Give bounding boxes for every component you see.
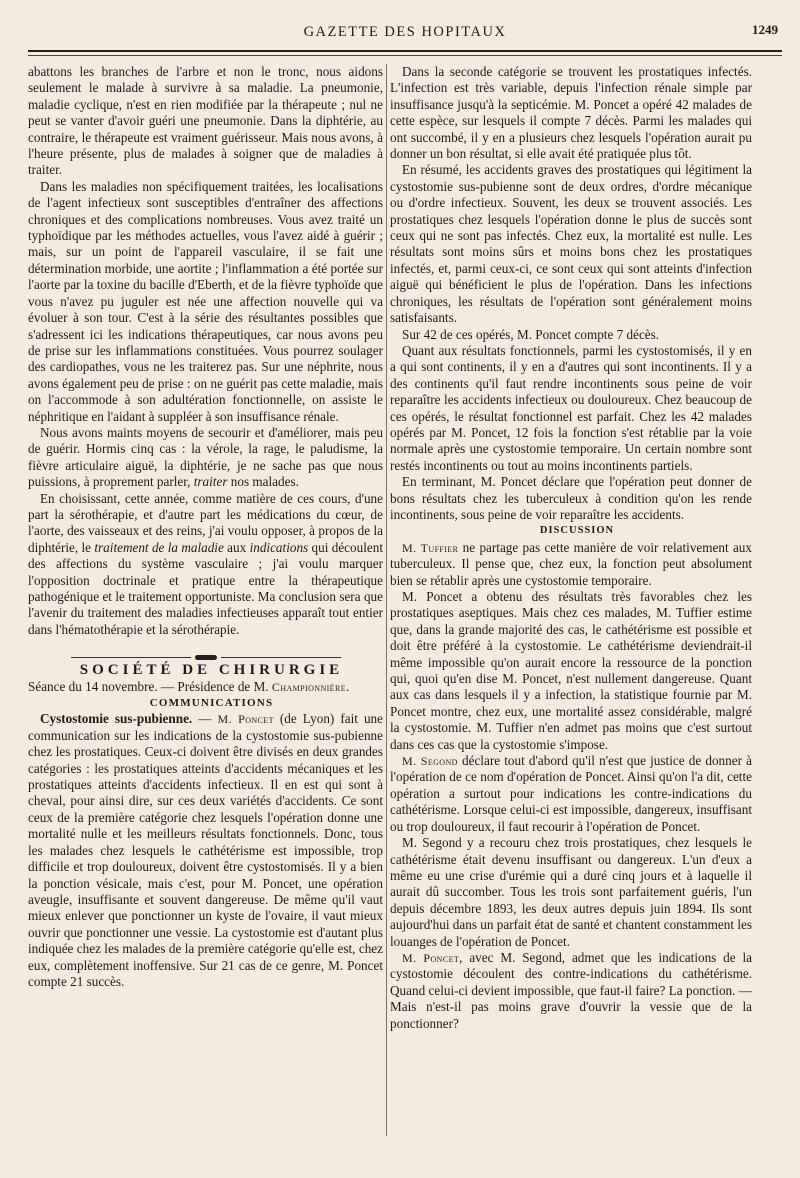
page-header: [28, 22, 782, 46]
paragraph: M. Tuffier ne partage pas cette manière de voir relativement aux tuberculeux. Il pense que, chez eux, la fonction peut absolument bien se rétablir après une cystostomie temporaire.: [390, 539, 752, 588]
journal-title: GAZETTE DES HOPITAUX: [303, 24, 507, 40]
paragraph: M. Poncet, avec M. Segond, admet que les indications de la cystostomie découlent des contre-indications du cathétérisme. Quand celui-ci devient impossible, que faut-il faire? La ponction. — Mais n'est-il pas moins grave d'ouvrir la vessie que de la ponctionner?: [390, 949, 752, 1031]
paragraph: Dans la seconde catégorie se trouvent les prostatiques infectés. L'infection est très variable, depuis l'infection rénale simple par insuffisance jusqu'à la septicémie. M. Poncet a opéré 42 malades de cette espèce, sur lesquels il compte 7 décès. Parmi les malades qui ont succombé, il y en a plusieurs chez lesquels l'opération aurait pu donner un bon résultat, si elle avait été pratiquée plus tôt.: [390, 64, 752, 162]
paragraph: En choisissant, cette année, comme matière de ces cours, d'une part la sérothérapie, et d'autre part les médications du cœur, de l'aorte, des vaisseaux et des reins, j'ai voulu opposer, à propos de la diphtérie, le traitement de la maladie aux indications qui découlent des affections du système vasculaire ; j'ai voulu marquer l'opposition doctrinale et pratique entre la thérapeutique pathogénique et le traitement opportuniste. Ma conclusion sera que l'avenir du traitement des maladies infectieuses apparaît tout entier dans l'hématothérapie et la sérothérapie.: [28, 490, 383, 637]
paragraph: Nous avons maints moyens de secourir et d'améliorer, mais peu de guérir. Hormis cinq cas : la vérole, la rage, le paludisme, la fièvre articulaire aiguë, la diphtérie, je ne sache pas que nous puissions, à proprement parler, traiter nos malades.: [28, 424, 383, 490]
paragraph: abattons les branches de l'arbre et non le tronc, nous aidons seulement le malade à survivre à sa maladie. La pneumonie, maladie cyclique, n'est en rien modifiée par la thérapeute ; nul ne peut se vanter d'avoir guéri une pneumonie. Dans la diphtérie, au contraire, le thérapeute est vraiment guérisseur. Mais nous avons, à l'heure présente, plus de malades à soigner que de maladies à traiter.: [28, 64, 383, 178]
paragraph: M. Segond déclare tout d'abord qu'il n'est que justice de donner à l'opération de ce nom d'opération de Poncet. Ainsi qu'on l'a dit, cette opération a surtout pour indications les contre-indications du cathétérisme. Lorsque celui-ci est impossible, dangereux, insuffisant ou trop douloureux, il faut recourir à l'opération de Poncet.: [390, 753, 753, 834]
header-rule-thin: [28, 55, 782, 56]
seance-line: Séance du 14 novembre. — Présidence de M. Championnière.: [28, 678, 350, 694]
paragraph: Sur 42 de ces opérés, M. Poncet compte 7 décès.: [402, 326, 660, 342]
paragraph: En terminant, M. Poncet déclare que l'opération peut donner de bons résultats chez les tuberculeux à condition qu'on les rende incontinents, sous peine de voir reparaître les accidents.: [390, 474, 752, 522]
section-title: SOCIÉTÉ DE CHIRURGIE: [79, 662, 344, 679]
discussion-heading: DISCUSSION: [539, 525, 615, 537]
column-divider: [386, 64, 387, 1136]
communications-heading: COMMUNICATIONS: [149, 697, 274, 710]
paragraph: M. Segond y a recouru chez trois prostatiques, chez lesquels le cathétérisme était devenu insuffisant ou dangereux. L'un d'eux a même eu une crise d'urémie qui a duré cinq jours et à laquelle il aurait dû succomber. Tous les trois sont parfaitement guéris, l'un depuis décembre 1893, les deux autres depuis juin 1894. Ils sont aujourd'hui dans un parfait état de santé et chantent constamment les louanges de l'opération de Poncet.: [390, 835, 752, 949]
section-ornament: [28, 648, 383, 654]
right-column: [390, 64, 752, 1032]
paragraph: Quant aux résultats fonctionnels, parmi les cystostomisés, il y en a qui sont continents, il y en a d'autres qui sont incontinents. Il y a des continents qu'il faut rendre incontinents sous peine de voir reparaître les accidents infectieux ou douloureux. Chez beaucoup de ces opérés, le résultat fonctionnel est parfait. Chez les 42 malades opérés par M. Poncet, 12 fois la fonction s'est rétablie par la voie normale après une cystostomie temporaire. Un certain nombre sont restés incontinents ou tout au moins incontinents partiels.: [390, 342, 752, 473]
paragraph: Cystostomie sus-pubienne. — M. Poncet (de Lyon) fait une communication sur les indications de la cystostomie sus-pubienne chez les prostatiques. Ceux-ci doivent être divisés en deux grandes catégories : les prostatiques atteints d'accidents mécaniques et les prostatiques atteints d'accidents infectieux. Il en est qui sont à cheval, pour ainsi dire, sur ces deux variétés d'accidents. Ce sont ceux de la première catégorie chez lesquels l'opération donne une mortalité nulle et les meilleurs résultats fonctionnels. Donc, tous les malades chez lesquels le cathétérisme est impossible, trop difficile et trop douloureux, doivent être cystostomisés. Il y a bien la ponction vésicale, mais c'est, pour M. Poncet, une opération aveugle, insuffisante et souvent dangereuse. De même qu'il vaut mieux enlever que ponctionner un kyste de l'ovaire, il vaut mieux ouvrir que ponctionner une vessie. La cystostomie est d'autant plus indiquée chez les malades de la première catégorie qu'elle est, chez eux, complètement inoffensive. Sur 21 cas de ce genre, M. Poncet compte 21 succès.: [28, 711, 384, 989]
paragraph: M. Poncet a obtenu des résultats très favorables chez les prostatiques aseptiques. Mais chez ces malades, M. Tuffier estime que, dans la grande majorité des cas, le cathétérisme est possible et doit être préféré à la cystostomie. Le cathétérisme deviendrait-il même impossible qu'on aurait encore la ressource de la ponction qui, quoi qu'en dise M. Poncet, n'est nullement dangereuse. Quant aux cas dans lesquels il y a infection, la statistique fournie par M. Poncet montre, chez eux, une mortalité assez considérable, malgré la cystostomie. M. Tuffier n'en admet pas moins que c'est surtout dans ces cas que la cystostomie s'impose.: [390, 589, 752, 752]
header-rule-thick: [28, 50, 782, 52]
paragraph: Dans les maladies non spécifiquement traitées, les localisations de l'agent infectieux sont susceptibles d'entraîner des affections chroniques et des complications nombreuses. Vous avez traité un typhoïdique par les méthodes actuelles, vous l'avez aidé à guérir ; mais, sur un point de l'appareil vasculaire, il se fait une détermination morbide, une aortite ; l'inflammation a été portée sur l'aorte par la toxine du bacille d'Eberth, et de la fièvre typhoïde que vous n'avez pu juguler est née une affection nouvelle qui va évoluer à son tour. C'est à la série des résultantes possibles que s'adressent ici les indications thérapeutiques, car nous avons peu de prise sur les inflammations constituées. Vous pourrez soulager des cardiopathes, vous ne les traiterez pas. Sur une néphrite, nous avons également peu de prise : on ne guérit pas cette maladie, mais on l'accommode à son adultération fonctionnelle, on assiste le néphritique en l'aidant à suppléer à son insuffisance rénale.: [28, 178, 383, 424]
left-column: [28, 64, 383, 990]
paragraph: En résumé, les accidents graves des prostatiques qui légitiment la cystostomie sus-pubienne sont de deux ordres, d'ordre mécanique ou d'ordre infectieux. Souvent, les deux se trouvent associés. Les prostatiques chez lesquels l'opération donne le plus de succès sont ceux qui ne sont pas infectés. Chez eux, la mortalité est nulle. Les résultats sont moins sûrs et moins bons chez les prostatiques infectés, et, parmi ceux-ci, ce sont ceux qui sont atteints d'infection aiguë qui bénéficient le plus de l'opération. Dans les infections chroniques, les résultats de l'opération sont généralement moins satisfaisants.: [390, 162, 752, 326]
page-number: 1249: [752, 22, 778, 37]
article-title: Cystostomie sus-pubienne.: [40, 711, 193, 727]
